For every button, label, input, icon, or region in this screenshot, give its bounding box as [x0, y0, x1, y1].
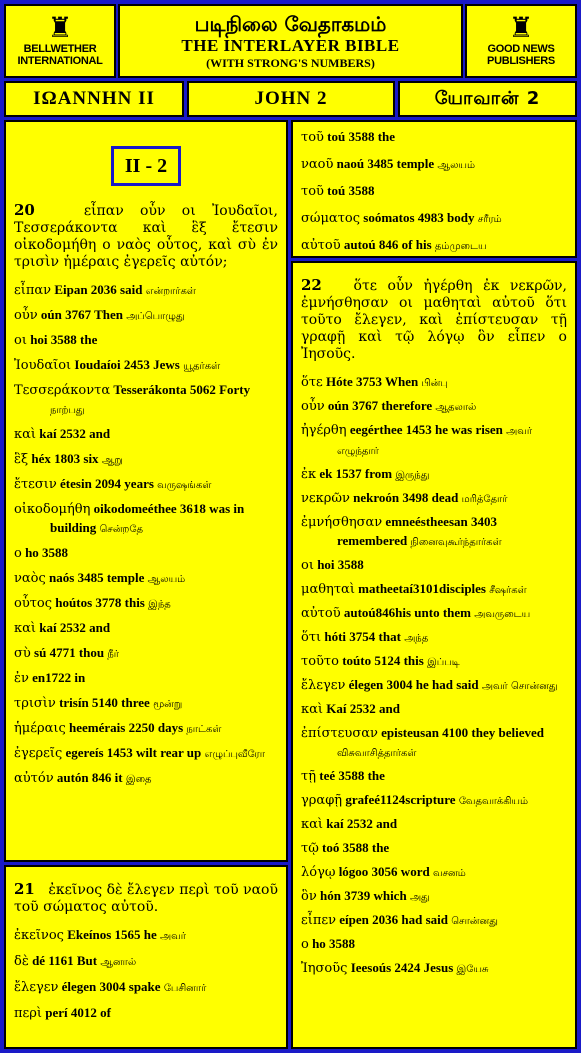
greek-word: ἐκεῖνος	[14, 928, 64, 943]
tamil-gloss: வேதவாக்கியம்	[458, 796, 529, 807]
tamil-gloss: எழுப்புவீரோ	[204, 749, 265, 760]
translit-strong-english: ho 3588	[312, 936, 356, 951]
tamil-gloss: ஆலயம்	[437, 160, 475, 171]
greek-word: περὶ	[14, 1006, 43, 1021]
greek-word: οὖν	[301, 399, 325, 414]
translit-strong-english: hóti 3754 that	[324, 629, 401, 644]
greek-word: οι	[301, 558, 314, 573]
translit-strong-english: episteusan 4100 they believed	[381, 725, 545, 740]
tamil-gloss: அவர் சொன்னது	[481, 681, 558, 692]
interlinear-row	[14, 544, 278, 564]
greek-word: τῇ	[301, 769, 316, 784]
translit-strong-english: lógoo 3056 word	[338, 864, 430, 879]
interlinear-row	[14, 425, 278, 445]
interlinear-row	[14, 619, 278, 639]
greek-word: ναὸς	[14, 571, 46, 586]
translit-strong-english: naoú 3485 temple	[336, 156, 435, 171]
tamil-gloss: அப்பொழுது	[126, 311, 185, 322]
translit-strong-english: Ekeínos 1565 he	[67, 927, 157, 942]
interlinear-row	[14, 450, 278, 470]
translit-strong-english: Hóte 3753 When	[326, 374, 419, 389]
interlinear-row	[14, 475, 278, 495]
tamil-gloss: சரீரம்	[477, 214, 502, 225]
interlinear-row	[301, 839, 567, 859]
verse-number: 20	[14, 201, 35, 219]
greek-word: σὺ	[14, 646, 31, 661]
greek-word: ἐγερεῖς	[14, 746, 63, 761]
book-greek: ΙΩΑΝΝΗΝ II	[4, 81, 184, 117]
interlinear-row	[301, 700, 567, 720]
interlinear-row	[301, 556, 567, 576]
tamil-gloss: பின்பு	[421, 378, 448, 389]
verse-greek-text: εἶπαν οὖν οι Ἰουδαῖοι, Τεσσεράκοντα καὶ ἓξ ἔτεσιν οἰκοδομήθη ο ναὸς οὗτος, καὶ σὺ ἐν τρισὶν ἡμέραις ἐγερεῖς αὐτόν;	[14, 203, 278, 270]
interlinear-row	[14, 952, 278, 972]
tamil-gloss: ஆறு	[101, 455, 123, 466]
tamil-gloss: யூதர்கள்	[183, 361, 221, 372]
interlinear-row	[301, 465, 567, 485]
tamil-gloss: வருஷங்கள்	[157, 480, 212, 491]
tamil-gloss: சென்றதே	[99, 524, 143, 535]
interlinear-row	[301, 959, 567, 979]
interlinear-row	[301, 373, 567, 393]
tamil-gloss: மூன்று	[153, 699, 183, 710]
interlinear-row	[301, 628, 567, 648]
interlinear-row	[14, 669, 278, 689]
translit-strong-english: hoi 3588 the	[30, 332, 98, 347]
greek-word: αὐτοῦ	[301, 606, 341, 621]
tamil-gloss: நாற்பது	[50, 405, 85, 416]
translit-strong-english: Ieesoús 2424 Jesus	[350, 960, 454, 975]
verse-21-panel	[4, 865, 288, 1049]
interlinear-row	[14, 381, 278, 420]
greek-word: ο	[14, 546, 22, 561]
translit-strong-english: egereís 1453 wilt rear up	[65, 745, 202, 760]
greek-word: ὅτι	[301, 630, 322, 645]
translit-strong-english: heemérais 2250 days	[69, 720, 184, 735]
translit-strong-english: hoútos 3778 this	[55, 595, 145, 610]
greek-word: καὶ	[301, 817, 324, 832]
interlinear-row	[301, 887, 567, 907]
tamil-gloss: மரித்தோர்	[461, 494, 508, 505]
interlinear-row	[301, 676, 567, 696]
tamil-gloss: அவர்	[160, 931, 186, 942]
greek-word: καὶ	[14, 621, 37, 636]
logo-right-line1: GOOD NEWS	[487, 43, 555, 55]
tamil-gloss: தம்முடைய	[434, 241, 487, 252]
interlinear-row	[301, 580, 567, 600]
translit-strong-english: dé 1161 But	[32, 953, 98, 968]
translit-strong-english: emneéstheesan 3403 remembered	[337, 514, 497, 548]
translit-strong-english: sú 4771 thou	[34, 645, 105, 660]
greek-word: ἠγέρθη	[301, 423, 347, 438]
tamil-gloss: வசனம்	[432, 868, 466, 879]
interlinear-row	[301, 911, 567, 931]
logo-right	[465, 4, 577, 78]
greek-word: οἰκοδομήθη	[14, 502, 91, 517]
verse-22-panel	[291, 261, 577, 1049]
translit-strong-english: toú 3588 the	[327, 129, 396, 144]
translit-strong-english: eípen 2036 had said	[339, 912, 448, 927]
translit-strong-english: ek 1537 from	[319, 466, 393, 481]
interlinear-row	[301, 604, 567, 624]
tamil-gloss: அது	[409, 892, 430, 903]
translit-strong-english: toú 3588	[327, 183, 375, 198]
translit-strong-english: grafeé1124scripture	[345, 792, 456, 807]
tamil-gloss: சீஷர்கள்	[489, 585, 527, 596]
verse-21-text	[14, 881, 278, 916]
interlinear-row	[301, 155, 567, 175]
greek-word: εἶπαν	[14, 283, 52, 298]
tamil-gloss: விசுவாசித்தார்கள்	[337, 748, 417, 759]
greek-word: μαθηταὶ	[301, 582, 355, 597]
greek-word: τοῦ	[301, 184, 324, 199]
interlinear-row	[301, 935, 567, 955]
tamil-gloss: சொன்னது	[451, 916, 498, 927]
greek-word: ἐπίστευσαν	[301, 726, 378, 741]
greek-word: οι	[14, 333, 27, 348]
goodnews-logo-icon: ♜	[508, 13, 534, 44]
verse-20-text	[14, 202, 278, 271]
greek-word: ἐκ	[301, 467, 317, 482]
greek-word: ἡμέραις	[14, 721, 66, 736]
translit-strong-english: perí 4012 of	[45, 1005, 111, 1020]
verse-number: 22	[301, 276, 322, 294]
book-tamil: யோவான் 2	[398, 81, 577, 117]
greek-word: γραφῇ	[301, 793, 343, 808]
interlinear-row	[14, 744, 278, 764]
chapter-box: II - 2	[111, 146, 181, 186]
translit-strong-english: autoú 846 of his	[343, 237, 432, 252]
translit-strong-english: toúto 5124 this	[342, 653, 424, 668]
translit-strong-english: élegen 3004 he had said	[348, 677, 479, 692]
translit-strong-english: soómatos 4983 body	[363, 210, 475, 225]
greek-word: ἔλεγεν	[301, 678, 346, 693]
translit-strong-english: oún 3767 therefore	[327, 398, 433, 413]
interlinear-row	[14, 306, 278, 326]
greek-word: Ἰησοῦς	[301, 961, 348, 976]
logo-left-line1: BELLWETHER	[23, 43, 97, 55]
translit-strong-english: hón 3739 which	[319, 888, 407, 903]
translit-strong-english: Kaí 2532 and	[326, 701, 400, 716]
translit-strong-english: kaí 2532 and	[39, 426, 111, 441]
interlinear-row	[301, 489, 567, 509]
interlinear-row	[14, 644, 278, 664]
tamil-gloss: ஆனால்	[100, 957, 137, 968]
translit-strong-english: élegen 3004 spake	[61, 979, 161, 994]
book-english: JOHN 2	[187, 81, 395, 117]
tamil-gloss: இதை	[125, 774, 152, 785]
translit-strong-english: toó 3588 the	[322, 840, 390, 855]
logo-left	[4, 4, 116, 78]
interlinear-row	[301, 236, 567, 256]
translit-strong-english: kaí 2532 and	[326, 816, 398, 831]
greek-word: αὐτοῦ	[301, 238, 341, 253]
greek-word: νεκρῶν	[301, 491, 350, 506]
interlinear-row	[301, 652, 567, 672]
tamil-gloss: இருந்து	[395, 470, 430, 481]
verse-number: 21	[14, 880, 35, 898]
tamil-gloss: என்றார்கள்	[145, 286, 196, 297]
interlinear-row	[301, 182, 567, 202]
translit-strong-english: oún 3767 Then	[40, 307, 124, 322]
translit-strong-english: héx 1803 six	[31, 451, 99, 466]
greek-word: καὶ	[301, 702, 324, 717]
interlinear-row	[14, 331, 278, 351]
interlinear-row	[301, 767, 567, 787]
translit-strong-english: autoú846his unto them	[343, 605, 471, 620]
translit-strong-english: étesin 2094 years	[60, 476, 154, 491]
greek-word: ο	[301, 937, 309, 952]
interlinear-row	[14, 978, 278, 998]
interlinear-row	[14, 769, 278, 789]
greek-word: ἔτεσιν	[14, 477, 57, 492]
tamil-gloss: நீர்	[107, 649, 119, 660]
greek-word: ὃν	[301, 889, 317, 904]
interlinear-row	[301, 791, 567, 811]
greek-word: οὖν	[14, 308, 38, 323]
interlinear-row	[301, 513, 567, 552]
interlinear-row	[301, 421, 567, 461]
greek-word: οὗτος	[14, 596, 53, 611]
greek-word: δὲ	[14, 954, 29, 969]
translit-strong-english: matheetaí3101disciples	[358, 581, 486, 596]
greek-word: ὅτε	[301, 375, 323, 390]
interlinear-row	[14, 926, 278, 946]
verse-22-text	[301, 277, 567, 363]
translit-strong-english: naós 3485 temple	[49, 570, 145, 585]
tamil-gloss: பேசினார்	[163, 983, 207, 994]
greek-word: ἐν	[14, 671, 29, 686]
greek-word: ἔλεγεν	[14, 980, 59, 995]
interlinear-row	[14, 1004, 278, 1024]
verse-greek-text: ἐκεῖνος δὲ ἔλεγεν περὶ τοῦ ναοῦ τοῦ σώματος αὐτοῦ.	[14, 882, 278, 915]
greek-word: τρισὶν	[14, 696, 56, 711]
translit-strong-english: teé 3588 the	[319, 768, 385, 783]
verse-21-continued-panel	[291, 120, 577, 258]
translit-strong-english: trisín 5140 three	[59, 695, 150, 710]
verse-greek-text: ὅτε οὖν ἠγέρθη ἐκ νεκρῶν, ἐμνήσθησαν οι μαθηταὶ αὐτοῦ ὅτι τοῦτο ἔλεγεν, καὶ ἐπίστευσαν τῇ γραφῇ καὶ τῷ λόγῳ ὃν εἶπεν ο Ἰησοῦς.	[301, 278, 567, 362]
greek-word: τοῦτο	[301, 654, 339, 669]
logo-left-line2: INTERNATIONAL	[17, 55, 103, 67]
greek-word: τοῦ	[301, 130, 324, 145]
interlinear-row	[301, 209, 567, 229]
greek-word: σώματος	[301, 211, 361, 226]
translit-strong-english: kaí 2532 and	[39, 620, 111, 635]
translit-strong-english: hoi 3588	[317, 557, 364, 572]
interlinear-row	[14, 356, 278, 376]
greek-word: λόγῳ	[301, 865, 336, 880]
greek-word: καὶ	[14, 427, 37, 442]
translit-strong-english: ho 3588	[25, 545, 69, 560]
greek-word: ναοῦ	[301, 157, 334, 172]
title-english: THE INTERLAYER BIBLE	[181, 36, 400, 55]
interlinear-row	[301, 863, 567, 883]
translit-strong-english: oikodomeéthee 3618 was in building	[50, 501, 245, 535]
translit-strong-english: en1722 in	[32, 670, 86, 685]
interlinear-row	[14, 719, 278, 739]
interlinear-row	[14, 500, 278, 539]
translit-strong-english: Tesserákonta 5062 Forty	[113, 382, 251, 397]
tamil-gloss: ஆலயம்	[147, 574, 186, 585]
verse-20-panel	[4, 120, 288, 862]
interlinear-row	[301, 724, 567, 763]
interlinear-row	[301, 815, 567, 835]
tamil-gloss: நாட்கள்	[186, 724, 222, 735]
greek-word: εἶπεν	[301, 913, 337, 928]
title-block	[118, 4, 463, 78]
translit-strong-english: nekroón 3498 dead	[353, 490, 459, 505]
greek-word: αὐτόν	[14, 771, 54, 786]
interlinear-row	[14, 569, 278, 589]
tamil-gloss: அவர் எழுந்தார்	[337, 426, 533, 457]
translit-strong-english: Eipan 2036 said	[54, 282, 143, 297]
tamil-gloss: இந்த	[148, 599, 171, 610]
tamil-gloss: நினைவுகூர்ந்தார்கள்	[410, 537, 502, 548]
interlinear-row	[14, 694, 278, 714]
greek-word: Ἰουδαῖοι	[14, 358, 72, 373]
subtitle: (WITH STRONG'S NUMBERS)	[206, 56, 375, 70]
tamil-gloss: அந்த	[404, 633, 429, 644]
greek-word: Τεσσεράκοντα	[14, 383, 111, 398]
interlinear-row	[301, 128, 567, 148]
greek-word: ἐμνήσθησαν	[301, 515, 383, 530]
logo-right-line2: PUBLISHERS	[487, 55, 555, 67]
interlinear-row	[14, 281, 278, 301]
translit-strong-english: Ioudaíoi 2453 Jews	[74, 357, 180, 372]
greek-word: ἓξ	[14, 452, 29, 467]
tamil-gloss: ஆதலால்	[435, 402, 477, 413]
interlinear-row	[301, 397, 567, 417]
tamil-gloss: இப்படி	[427, 657, 460, 668]
interlinear-row	[14, 594, 278, 614]
greek-word: τῷ	[301, 841, 319, 856]
translit-strong-english: autón 846 it	[56, 770, 123, 785]
tamil-gloss: இயேசு	[456, 964, 489, 975]
bellwether-logo-icon: ♜	[47, 13, 73, 44]
tamil-gloss: அவருடைய	[474, 609, 531, 620]
title-tamil: படிநிலை வேதாகமம்	[194, 12, 387, 36]
translit-strong-english: eegérthee 1453 he was risen	[349, 422, 503, 437]
